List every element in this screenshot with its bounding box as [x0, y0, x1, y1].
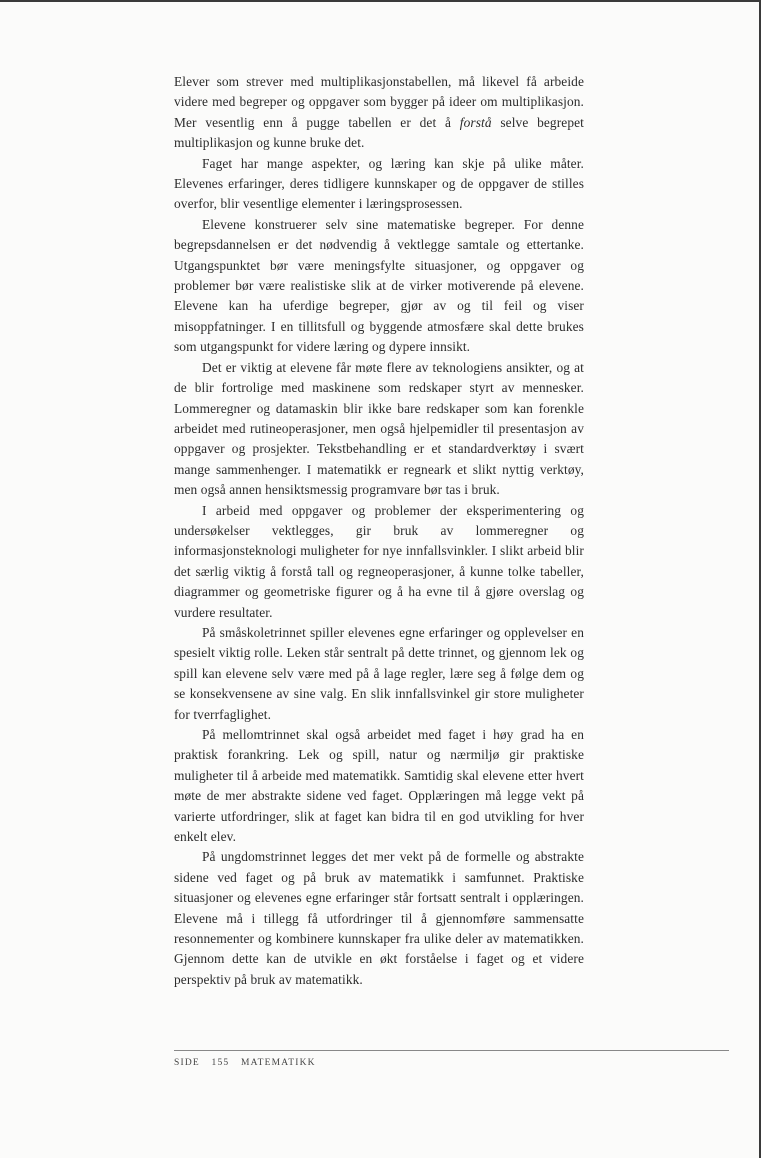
footer-page-number: 155	[211, 1058, 230, 1068]
paragraph-8: På ungdomstrinnet legges det mer vekt på de formelle og abstrakte sidene ved faget og på bruk av matematikk i samfunnet. Praktiske situasjoner og elevenes egne erfaringer står fortsatt sentralt i opplæringen. Elevene må i tillegg få utfordringer til å gjennomføre sammensatte resonnementer og kombinere kunnskaper fra ulike deler av matematikken. Gjennom dette kan de utvikle en økt forståelse i faget og et videre perspektiv på bruk av matematikk.	[174, 849, 584, 987]
footer-rule	[174, 1050, 729, 1051]
paragraph-3: Elevene konstruerer selv sine matematiske begreper. For denne begrepsdannelsen er det nødvendig å vektlegge samtale og ettertanke. Utgangspunktet bør være meningsfylte situasjoner, og oppgaver og problemer bør være realistiske slik at de virker motiverende på elevene. Elevene kan ha uferdige begreper, gjør av og til feil og viser misoppfatninger. I en tillitsfull og byggende atmosfære skal dette brukes som utgangspunkt for videre læring og dypere innsikt.	[174, 216, 584, 355]
page-footer	[174, 1058, 324, 1068]
paragraph-5: I arbeid med oppgaver og problemer der eksperimentering og undersøkelser vektlegges, gir bruk av lommeregner og informasjonsteknologi muligheter for nye innfallsvinkler. I slikt arbeid blir det særlig viktig å forstå tall og regneoperasjoner, å kunne tolke tabeller, diagrammer og geometriske figurer og å ha evne til å gjøre overslag og vurdere resultater.	[174, 502, 584, 620]
footer-subject: MATEMATIKK	[240, 1058, 316, 1068]
emphasis-forsta: forstå	[459, 114, 492, 130]
paragraph-6: På småskoletrinnet spiller elevenes egne erfaringer og opplevelser en spesielt viktig rolle. Leken står sentralt på dette trinnet, og gjennom lek og spill kan elevene selv være med på å lage regler, lære seg å følge dem og se konsekvensene av sine valg. En slik innfallsvinkel gir store muligheter for tverrfaglighet.	[174, 624, 584, 722]
paragraph-4: Det er viktig at elevene får møte flere av teknologiens ansikter, og at de blir fortrolige med maskinene som redskaper styrt av mennesker. Lommeregner og datamaskin blir ikke bare redskaper som kan forenkle arbeidet med rutineoperasjoner, men også hjelpemidler til presentasjon av oppgaver og prosjekter. Tekstbehandling er et standardverktøy i svært mange sammenhenger. I matematikk er regneark et slikt nyttig verktøy, men også annen hensiktsmessig programvare bør tas i bruk.	[174, 359, 584, 498]
paragraph-2: Faget har mange aspekter, og læring kan skje på ulike måter. Elevenes erfaringer, deres tidligere kunnskaper og de oppgaver de stilles overfor, blir vesentlige elementer i læringsprosessen.	[174, 155, 584, 212]
scan-edge	[759, 0, 769, 1158]
body-text	[174, 72, 584, 990]
paragraph-1-after: selve begrepet multiplikasjon og kunne bruke det.	[174, 114, 584, 151]
paragraph-1-before: Elever som strever med multiplikasjonstabellen, må likevel få arbeide videre med begreper og oppgaver som bygger på ideer om multiplikasjon. Mer vesentlig enn å pugge tabellen er det å	[174, 74, 584, 130]
paragraph-7: På mellomtrinnet skal også arbeidet med faget i høy grad ha en praktisk forankring. Lek og spill, natur og nærmiljø gir praktiske muligheter til å arbeide med matematikk. Samtidig skal elevene etter hvert møte de mer abstrakte sidene ved faget. Opplæringen må legge vekt på varierte utfordringer, slik at faget kan bidra til en god utvikling for hver enkelt elev.	[174, 727, 584, 845]
paragraph-1	[174, 72, 584, 154]
footer-side-label: SIDE	[174, 1058, 200, 1068]
